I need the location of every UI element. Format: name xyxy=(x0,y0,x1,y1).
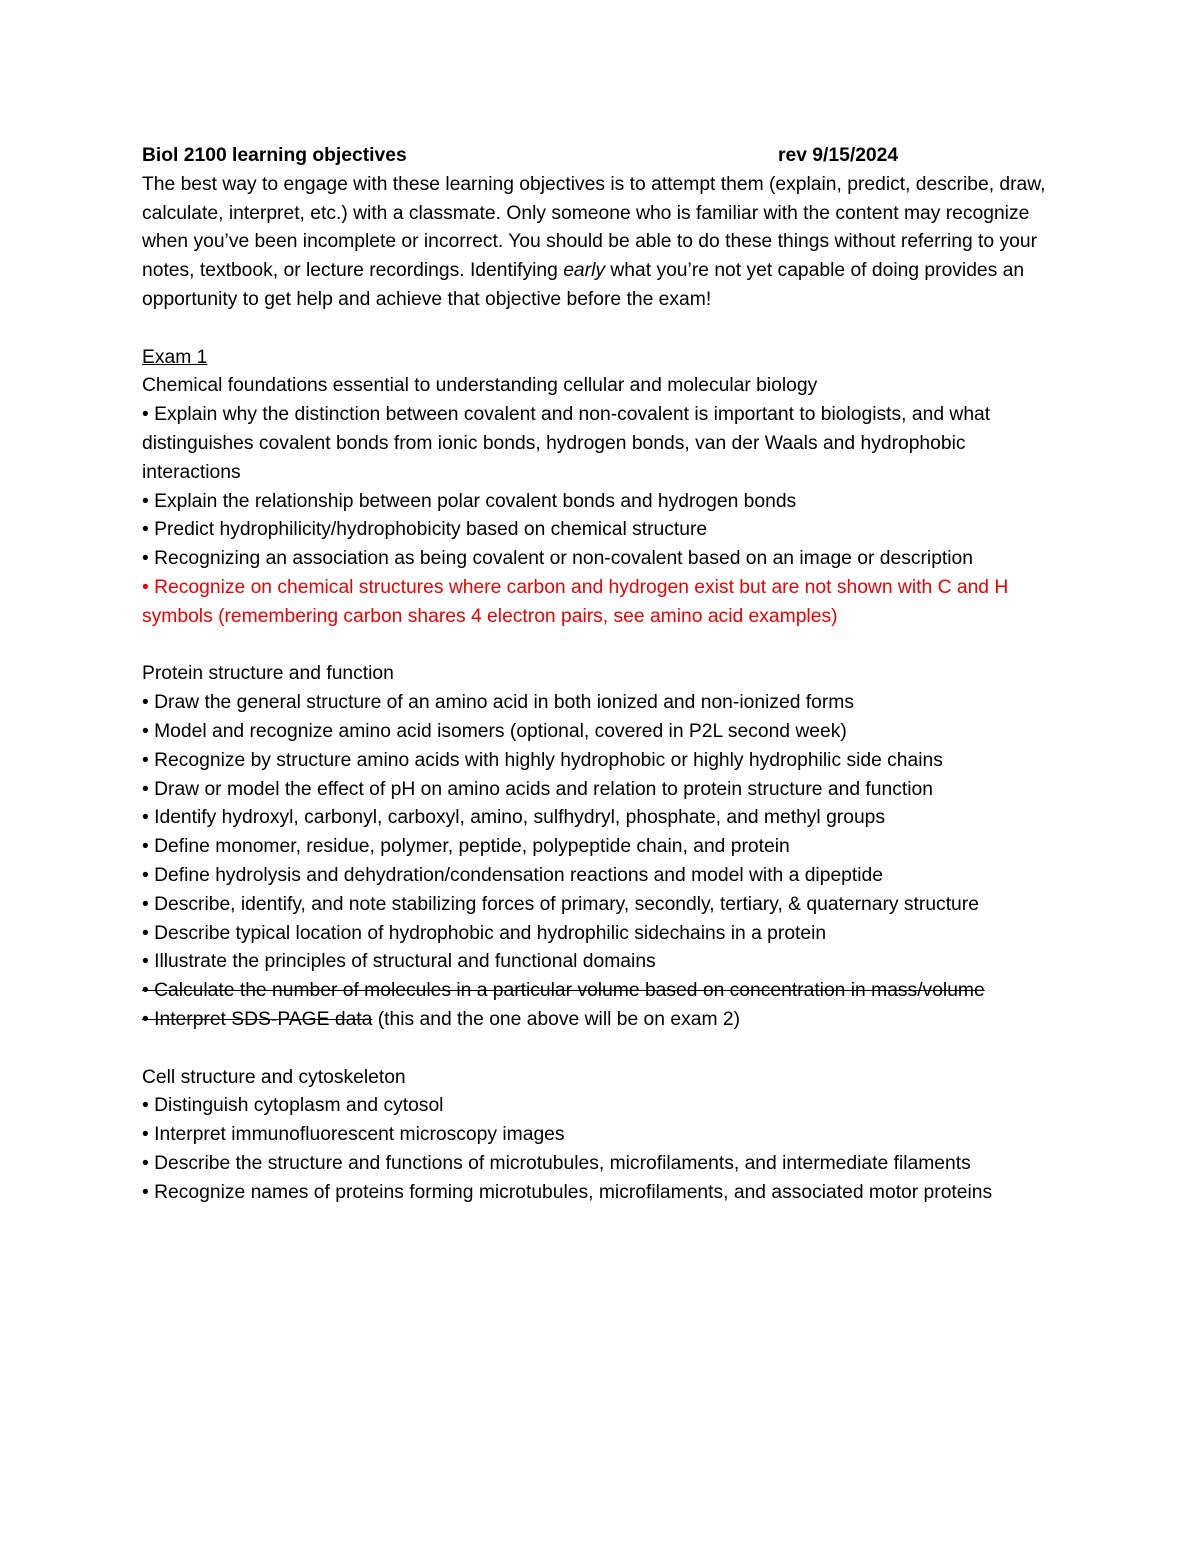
list-item: • Predict hydrophilicity/hydrophobicity based on chemical structure xyxy=(142,519,708,541)
spacer xyxy=(142,315,1067,344)
list-item: • Identify hydroxyl, carbonyl, carboxyl, amino, sulfhydryl, phosphate, and methyl groups xyxy=(142,807,886,829)
list-item: • Define monomer, residue, polymer, peptide, polypeptide chain, and protein xyxy=(142,836,790,858)
section-cell-structure xyxy=(142,1064,1067,1208)
section-chemical-foundations xyxy=(142,372,1067,631)
intro-text-end: what you’re not yet capable of doing provides an opportunity to get help and achieve that objective before the exam! xyxy=(142,260,1025,310)
revision-date: rev 9/15/2024 xyxy=(778,145,899,166)
exam-heading: Exam 1 xyxy=(142,346,208,368)
list-item: • Draw or model the effect of pH on amino acids and relation to protein structure and function xyxy=(142,778,933,800)
intro-paragraph xyxy=(142,171,1067,315)
section-title: Chemical foundations essential to understanding cellular and molecular biology xyxy=(142,375,818,397)
section-title: Cell structure and cytoskeleton xyxy=(142,1066,406,1088)
item-note: (this and the one above will be on exam 2) xyxy=(372,1008,741,1030)
struck-text: • Interpret SDS-PAGE data xyxy=(142,1008,373,1030)
list-item: • Draw the general structure of an amino acid in both ionized and non-ionized forms xyxy=(142,692,854,714)
list-item: • Recognizing an association as being covalent or non-covalent based on an image or description xyxy=(142,548,974,570)
list-item xyxy=(142,1006,1067,1035)
list-item: • Describe, identify, and note stabilizing forces of primary, secondly, tertiary, & quaternary structure xyxy=(142,893,979,915)
document-header xyxy=(142,142,1067,171)
spacer xyxy=(142,632,1067,661)
list-item: • Define hydrolysis and dehydration/condensation reactions and model with a dipeptide xyxy=(142,864,883,886)
list-item: • Model and recognize amino acid isomers (optional, covered in P2L second week) xyxy=(142,720,847,742)
list-item: • Recognize names of proteins forming microtubules, microfilaments, and associated motor proteins xyxy=(142,1181,993,1203)
intro-emphasis: early xyxy=(563,260,605,282)
list-item: • Illustrate the principles of structural and functional domains xyxy=(142,951,656,973)
document-title: Biol 2100 learning objectives xyxy=(142,145,407,166)
list-item: • Explain the relationship between polar covalent bonds and hydrogen bonds xyxy=(142,490,797,512)
intro-text-start: The best way to engage with these learning objectives is to attempt them (explain, predict, describe, draw, calculate, interpret, etc.) with a classmate. Only someone who is familiar with the content may recognize when you’ve been incomplete or incorrect. You should be able to do these things without referring to your notes, textbook, or lecture recordings. Identifying xyxy=(142,173,1046,282)
list-item: • Distinguish cytoplasm and cytosol xyxy=(142,1095,444,1117)
document-page xyxy=(142,142,1067,1207)
list-item-highlighted: • Recognize on chemical structures where carbon and hydrogen exist but are not shown with C and H symbols (remembering carbon shares 4 electron pairs, see amino acid examples) xyxy=(142,576,1009,627)
spacer xyxy=(142,1035,1067,1064)
section-protein-structure xyxy=(142,660,1067,1034)
list-item: • Recognize by structure amino acids with highly hydrophobic or highly hydrophilic side chains xyxy=(142,749,943,771)
list-item: • Describe the structure and functions of microtubules, microfilaments, and intermediate filaments xyxy=(142,1152,971,1174)
list-item: • Interpret immunofluorescent microscopy images xyxy=(142,1124,565,1146)
list-item: • Explain why the distinction between covalent and non-covalent is important to biologists, and what distinguishes covalent bonds from ionic bonds, hydrogen bonds, van der Waals and hydrophobic interactions xyxy=(142,404,991,483)
list-item: • Describe typical location of hydrophobic and hydrophilic sidechains in a protein xyxy=(142,922,827,944)
section-title: Protein structure and function xyxy=(142,663,394,685)
list-item-struck: • Calculate the number of molecules in a particular volume based on concentration in mass/volume xyxy=(142,980,985,1002)
